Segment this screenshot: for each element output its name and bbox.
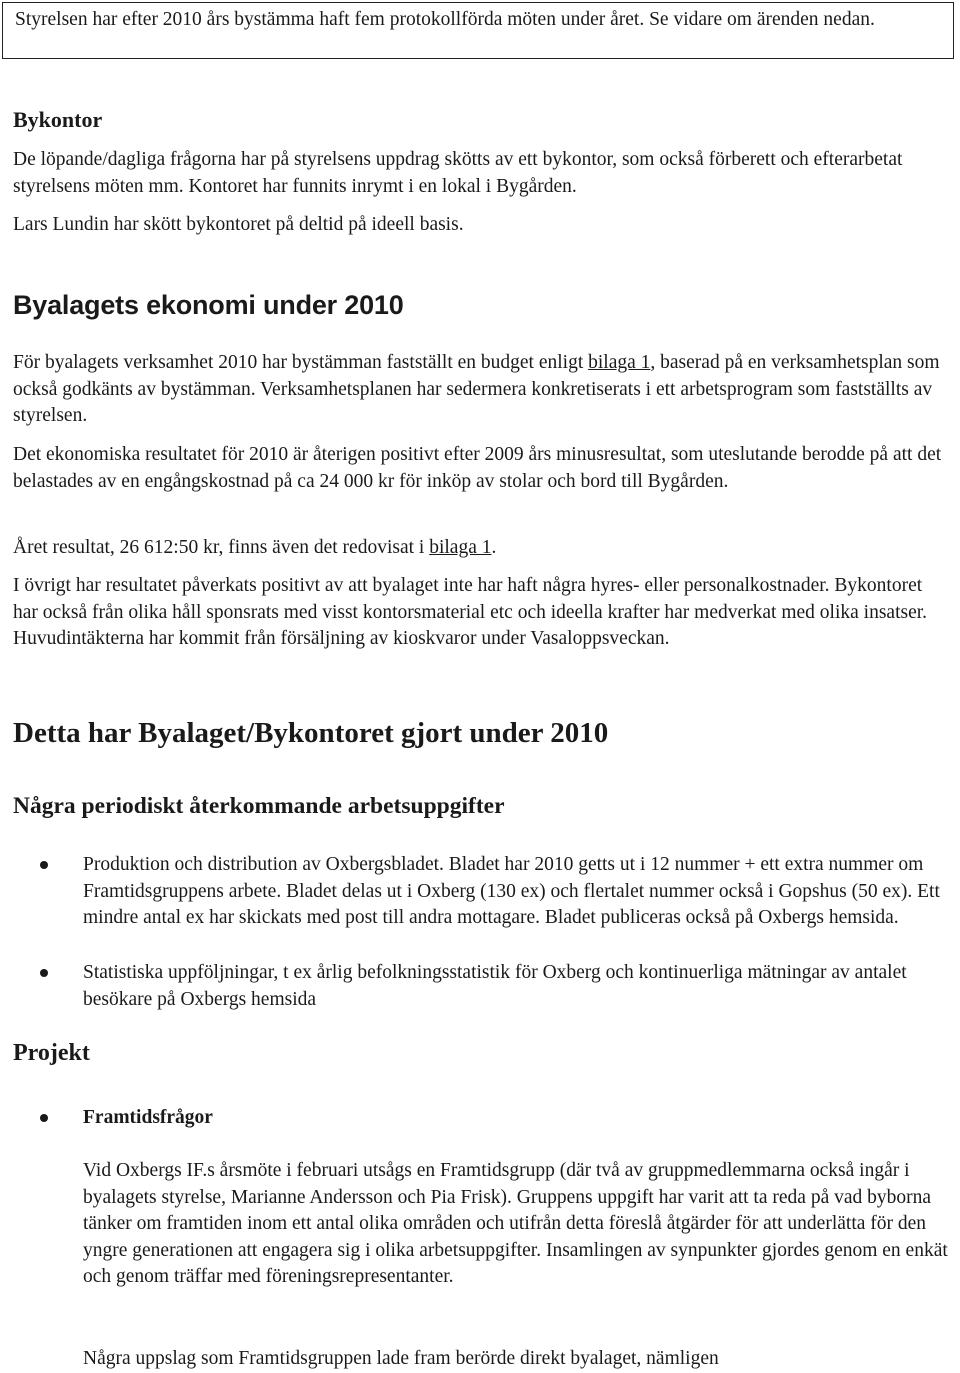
bykontor-heading: Bykontor (13, 107, 103, 132)
bykontor-paragraph-2: Lars Lundin har skött bykontoret på deltid på ideell basis. (13, 214, 464, 235)
ekonomi-paragraph-2: Det ekonomiska resultatet för 2010 är återigen positivt efter 2009 års minusresultat, som uteslutande berodde på att det belastades av en engångskostnad på ca 24 000 kr för inköp av stolar och bord till Bygården. (13, 444, 942, 492)
framtidsfragor-title: Framtidsfrågor (83, 1107, 213, 1128)
bullet-icon (40, 969, 48, 977)
ekonomi-paragraph-4: I övrigt har resultatet påverkats positivt av att byalaget inte har haft några hyres- eller personalkostnader. Bykontoret har också från olika håll sponsrats med visst kontorsmaterial etc och ideella krafter har medverkat med olika insatser. Huvudintäkterna har kommit från försäljning av kioskvaror under Vasaloppsveckan. (13, 575, 928, 649)
bykontor-paragraph-1: De löpande/dagliga frågorna har på styrelsens uppdrag skötts av ett bykontor, som också förberett och efterarbetat styrelsens möten mm. Kontoret har funnits inrymt i en lokal i Bygården. (13, 149, 903, 197)
ekonomi-paragraph-3-pre: Året resultat, 26 612:50 kr, finns även det redovisat i (13, 537, 430, 558)
intro-box (2, 2, 954, 59)
bilaga-1-link[interactable]: bilaga 1 (588, 352, 651, 373)
ekonomi-paragraph-1-post: , baserad på en verksamhetsplan som också godkänts av bystämman. Verksamhetsplanen har sedermera konkretiserats i ett arbetsprogram som fastställts av styrelsen. (13, 352, 940, 426)
bullet-icon (40, 1114, 48, 1122)
detta-heading: Detta har Byalaget/Bykontoret gjort under 2010 (13, 717, 609, 749)
projekt-heading: Projekt (13, 1040, 90, 1066)
bilaga-1-link-2[interactable]: bilaga 1 (429, 537, 492, 558)
framtidsfragor-uppslag: Några uppslag som Framtidsgruppen lade fram berörde direkt byalaget, nämligen (83, 1348, 719, 1369)
ekonomi-paragraph-3 (13, 535, 948, 562)
ekonomi-heading: Byalagets ekonomi under 2010 (13, 290, 404, 320)
ekonomi-paragraph-3-post: . (491, 537, 497, 558)
ekonomi-paragraph-1-pre: För byalagets verksamhet 2010 har bystämman fastställt en budget enligt (13, 352, 589, 373)
ekonomi-paragraph-1 (13, 350, 948, 430)
intro-text: Styrelsen har efter 2010 års bystämma haft fem protokollförda möten under året. Se vidare om ärenden nedan. (15, 9, 875, 30)
bullet-item-statistik: Statistiska uppföljningar, t ex årlig befolkningsstatistik för Oxberg och kontinuerliga mätningar av antalet besökare på Oxbergs hemsida (83, 962, 907, 1010)
framtidsfragor-paragraph: Vid Oxbergs IF.s årsmöte i februari utsågs en Framtidsgrupp (där två av gruppmedlemmarna också ingår i byalagets styrelse, Marianne Andersson och Pia Frisk). Gruppens uppgift har varit att ta reda på vad byborna tänker om framtiden inom ett antal olika områden och utifrån detta föreslå åtgärder för att underlätta för den yngre generationen att engagera sig i olika arbetsuppgifter. Insamlingen av synpunkter gjordes genom en enkät och genom träffar med föreningsrepresentanter. (83, 1160, 948, 1287)
bullet-item-oxbergsbladet: Produktion och distribution av Oxbergsbladet. Bladet har 2010 getts ut i 12 nummer + ett extra nummer om Framtidsgruppens arbete. Bladet delas ut i Oxberg (130 ex) och flertalet nummer också i Gopshus (50 ex). Ett mindre antal ex har skickats med post till andra mottagare. Bladet publiceras också på Oxbergs hemsida. (83, 854, 940, 928)
bullet-icon (40, 861, 48, 869)
periodiska-subheading: Några periodiskt återkommande arbetsuppgifter (13, 793, 505, 819)
